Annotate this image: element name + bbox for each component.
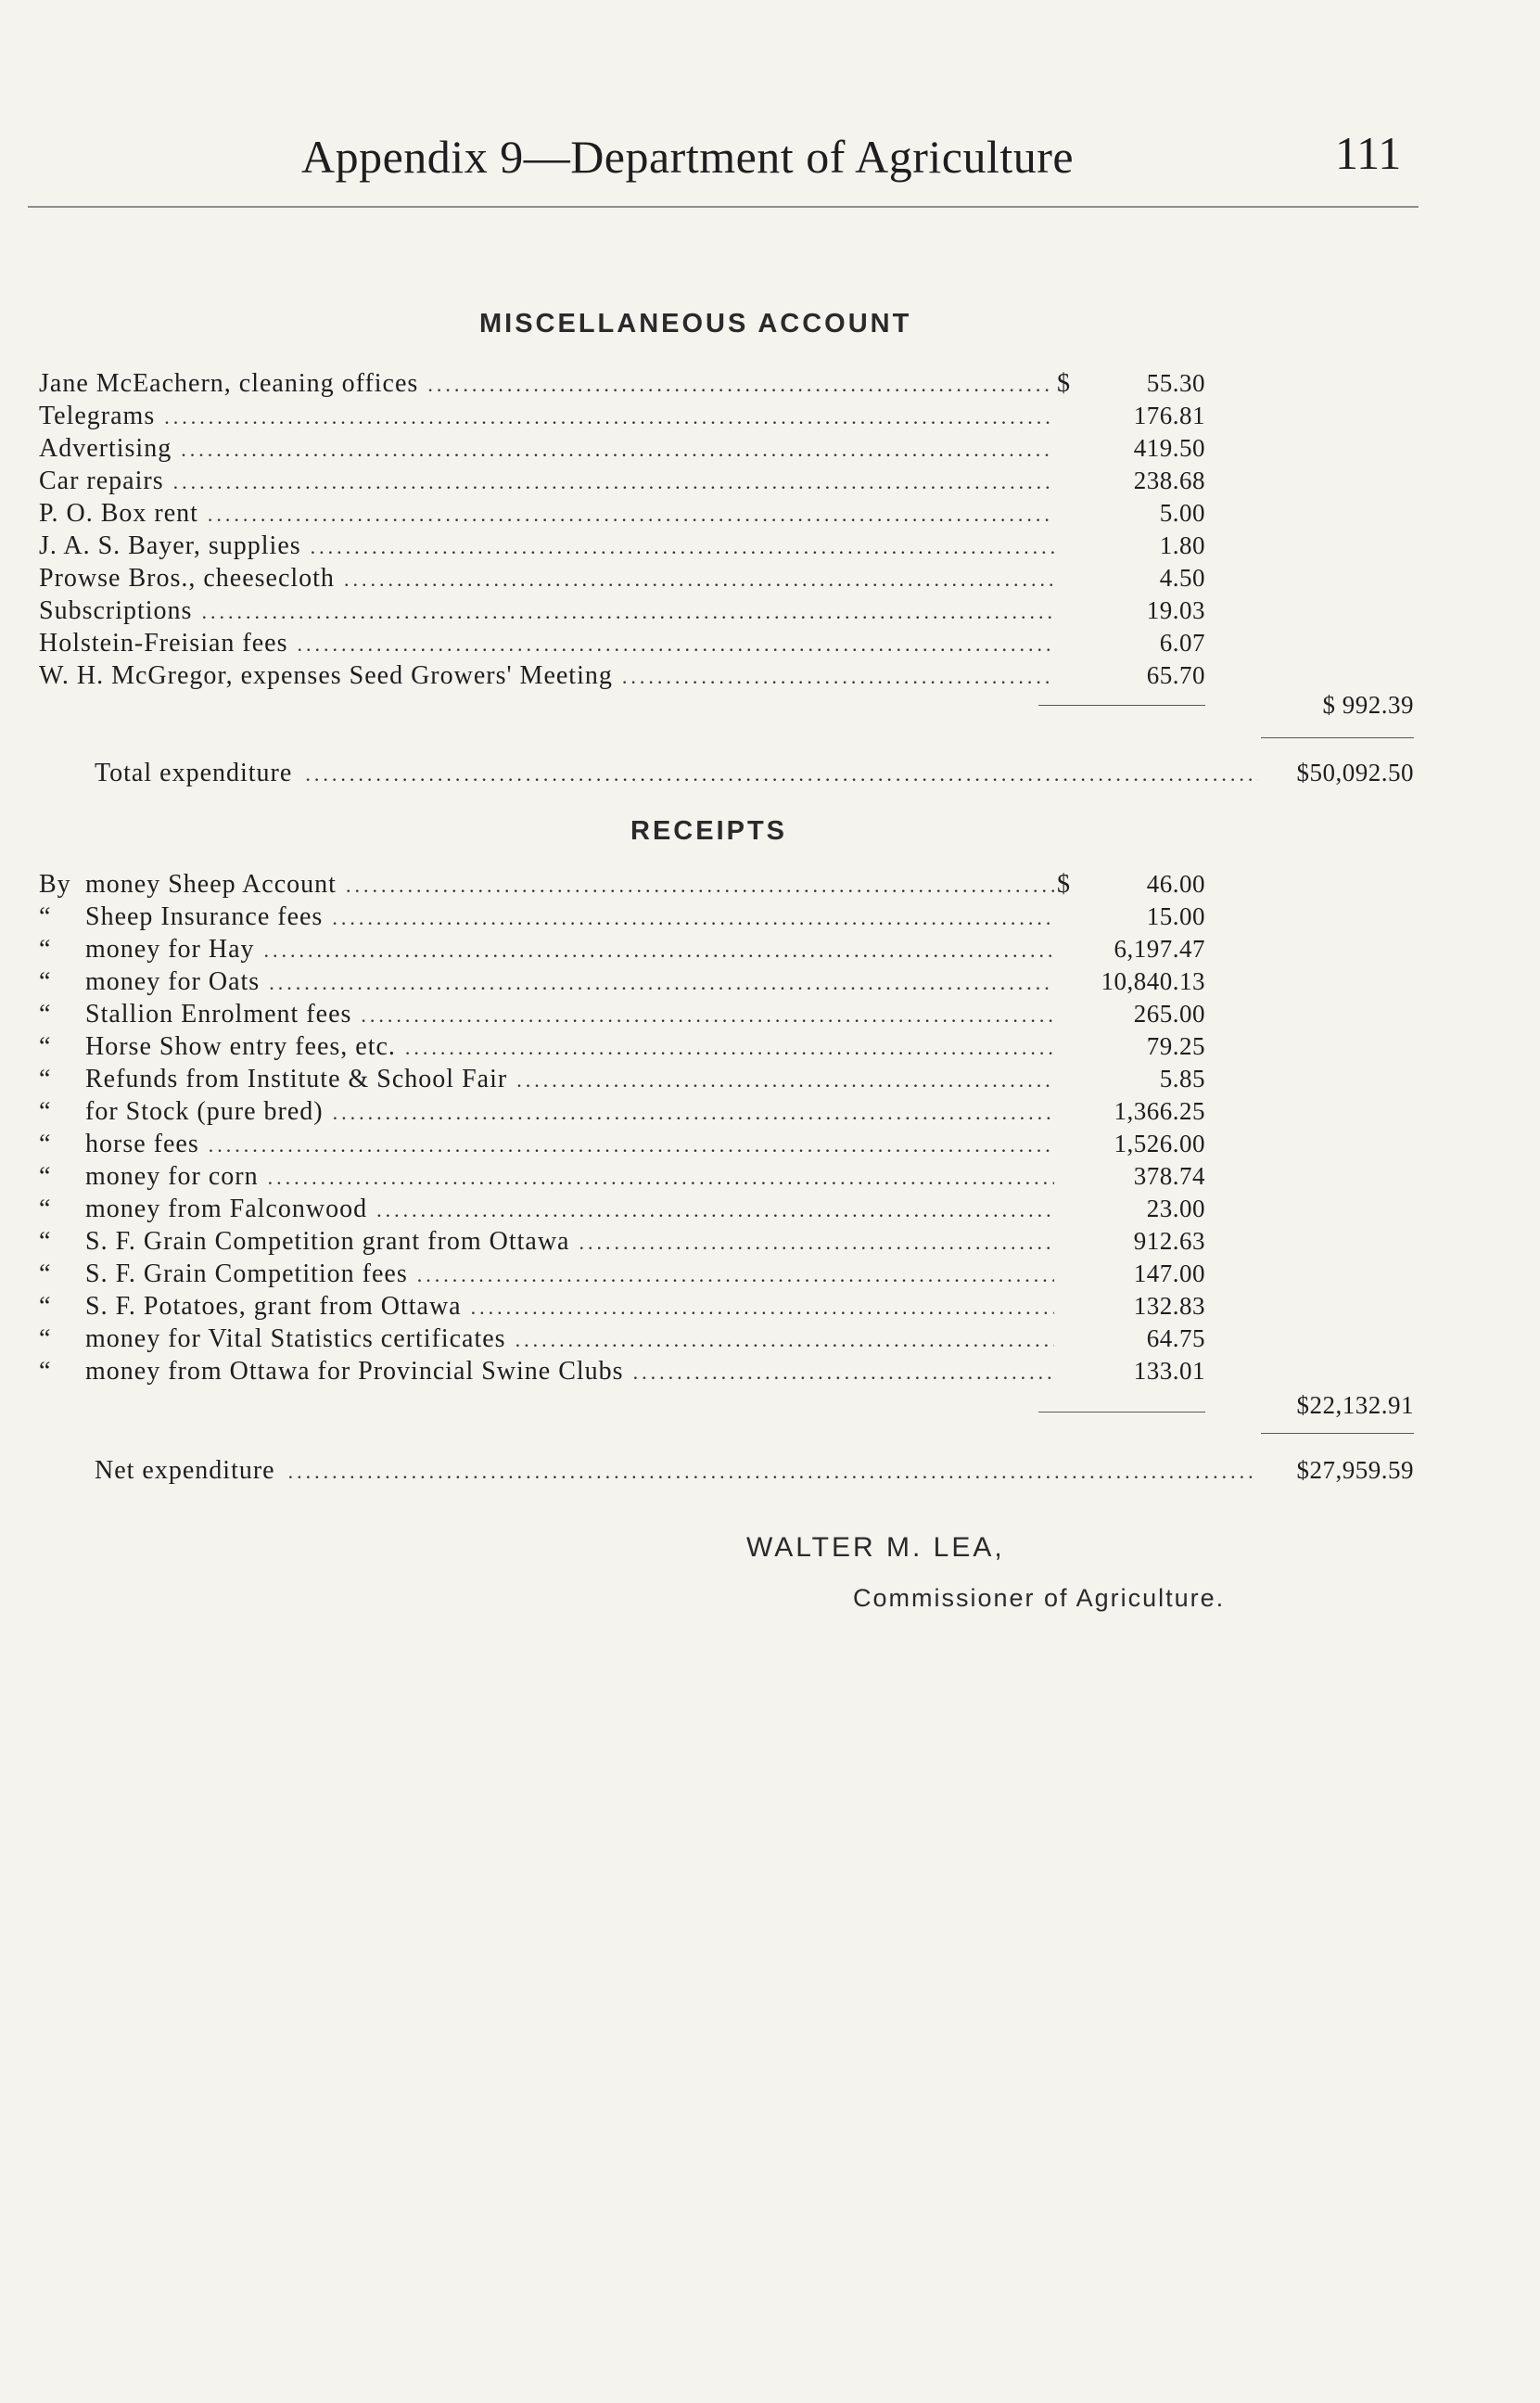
leader-dots: [269, 971, 1054, 995]
receipt-item-label: Stallion Enrolment fees: [85, 1000, 352, 1029]
receipt-item-amount: 1,526.00: [1114, 1130, 1205, 1157]
ditto-mark: “: [39, 1130, 52, 1158]
ditto-mark: “: [39, 1000, 52, 1029]
leader-dots: [344, 568, 1054, 592]
receipt-item: [0, 902, 1483, 936]
receipt-item-label: Sheep Insurance fees: [85, 902, 324, 931]
leader-dots: [268, 1166, 1054, 1190]
misc-item-amount: 238.68: [1133, 467, 1205, 494]
receipt-item: [0, 1130, 1483, 1163]
receipt-item-amount: 912.63: [1133, 1227, 1205, 1255]
receipt-item: [0, 1324, 1483, 1358]
receipt-item: [0, 1357, 1483, 1390]
ditto-mark: “: [39, 967, 52, 996]
leader-dots: [332, 906, 1054, 930]
ditto-mark: “: [39, 902, 52, 931]
leader-dots: [209, 1133, 1054, 1157]
receipt-item-label: S. F. Potatoes, grant from Ottawa: [85, 1292, 462, 1321]
receipt-item-amount: 79.25: [1146, 1032, 1205, 1060]
receipt-item-amount: 378.74: [1133, 1162, 1205, 1190]
leader-dots: [405, 1036, 1054, 1060]
receipt-item-label: money for corn: [85, 1162, 259, 1191]
receipt-item-label: S. F. Grain Competition grant from Ottawa: [85, 1227, 570, 1256]
receipt-item-amount: 132.83: [1133, 1292, 1205, 1320]
leader-dots: [417, 1263, 1054, 1287]
ditto-mark: “: [39, 1065, 52, 1093]
leader-dots: [181, 438, 1054, 462]
leader-dots: [208, 503, 1054, 527]
receipt-prefix: By: [39, 870, 71, 899]
receipt-item: [0, 1292, 1483, 1325]
leader-dots: [305, 762, 1258, 786]
leader-dots: [164, 405, 1054, 429]
receipt-item-label: horse fees: [85, 1130, 199, 1158]
ditto-mark: “: [39, 1097, 52, 1126]
misc-item: [0, 629, 1483, 662]
misc-item-label: W. H. McGregor, expenses Seed Growers' Meeting: [39, 661, 613, 690]
leader-dots: [376, 1198, 1054, 1222]
header-rule: [28, 206, 1419, 208]
receipt-item-amount: 133.01: [1133, 1357, 1205, 1385]
receipt-item: [0, 1000, 1483, 1033]
misc-item-label: Jane McEachern, cleaning offices: [39, 369, 419, 398]
signatory-title: Commissioner of Agriculture.: [853, 1584, 1226, 1612]
dollar-sign: $: [1057, 369, 1070, 398]
leader-dots: [622, 665, 1054, 689]
misc-item: [0, 661, 1483, 695]
receipt-item-amount: 10,840.13: [1101, 967, 1205, 995]
leader-dots: [633, 1361, 1054, 1385]
misc-item: [0, 402, 1483, 435]
leader-dots: [173, 470, 1054, 494]
receipt-item: [0, 1065, 1483, 1098]
misc-item: [0, 596, 1483, 630]
misc-item-label: Subscriptions: [39, 596, 193, 625]
receipt-item: [0, 1097, 1483, 1131]
net-expenditure-label: Net expenditure: [95, 1456, 275, 1485]
receipt-item-label: money for Oats: [85, 967, 261, 996]
receipt-item-amount: 147.00: [1133, 1259, 1205, 1287]
net-rule: [1261, 1433, 1414, 1434]
total-expenditure-row: [0, 759, 1483, 792]
ditto-mark: “: [39, 1162, 52, 1191]
misc-item: [0, 434, 1483, 467]
leader-dots: [471, 1296, 1054, 1320]
receipt-item: [0, 1162, 1483, 1195]
net-expenditure-row: [0, 1456, 1483, 1489]
receipts-heading: RECEIPTS: [630, 816, 788, 846]
ditto-mark: “: [39, 935, 52, 964]
leader-dots: [264, 939, 1054, 963]
net-expenditure-amount: $27,959.59: [1296, 1456, 1414, 1484]
misc-item-amount: 6.07: [1159, 629, 1205, 657]
receipt-item-label: money for Vital Statistics certificates: [85, 1324, 506, 1353]
total-expenditure-label: Total expenditure: [95, 759, 293, 787]
total-rule: [1261, 737, 1414, 738]
misc-item-label: Prowse Bros., cheesecloth: [39, 564, 335, 593]
misc-item-label: J. A. S. Bayer, supplies: [39, 531, 301, 560]
receipt-item: [0, 1032, 1483, 1066]
misc-item-label: Telegrams: [39, 402, 156, 430]
receipts-subtotal: $22,132.91: [1296, 1391, 1414, 1419]
misc-item-amount: 19.03: [1146, 596, 1205, 624]
receipt-item-amount: 15.00: [1146, 902, 1205, 930]
receipt-item-label: money from Falconwood: [85, 1195, 368, 1223]
receipt-item: [0, 1259, 1483, 1293]
misc-item-label: P. O. Box rent: [39, 499, 198, 528]
ditto-mark: “: [39, 1032, 52, 1061]
leader-dots: [427, 373, 1054, 397]
receipt-item-amount: 23.00: [1146, 1195, 1205, 1222]
misc-item-label: Car repairs: [39, 467, 164, 495]
receipt-item: [0, 967, 1483, 1001]
ditto-mark: “: [39, 1292, 52, 1321]
leader-dots: [333, 1101, 1054, 1125]
receipt-item-amount: 64.75: [1146, 1324, 1205, 1352]
misc-item-amount: 5.00: [1159, 499, 1205, 527]
misc-account-heading: MISCELLANEOUS ACCOUNT: [479, 309, 912, 339]
ditto-mark: “: [39, 1324, 52, 1353]
ditto-mark: “: [39, 1195, 52, 1223]
misc-subtotal: $ 992.39: [1322, 691, 1414, 719]
receipt-item-amount: 5.85: [1159, 1065, 1205, 1093]
ditto-mark: “: [39, 1259, 52, 1288]
signatory-name: WALTER M. LEA,: [746, 1532, 1005, 1563]
page-header-title: Appendix 9—Department of Agriculture: [301, 131, 1075, 183]
receipt-item-amount: 6,197.47: [1114, 935, 1205, 963]
misc-item: [0, 369, 1483, 403]
receipt-item-amount: 46.00: [1146, 870, 1205, 898]
receipt-item: [0, 1195, 1483, 1228]
misc-item: [0, 531, 1483, 565]
receipt-item-label: money from Ottawa for Provincial Swine Clubs: [85, 1357, 624, 1386]
misc-item-amount: 1.80: [1159, 531, 1205, 559]
misc-item-label: Advertising: [39, 434, 172, 463]
receipt-item-amount: 265.00: [1133, 1000, 1205, 1028]
misc-subtotal-row: [0, 691, 1483, 724]
misc-item: [0, 564, 1483, 597]
receipt-item-label: money for Hay: [85, 935, 255, 964]
dollar-sign: $: [1057, 870, 1070, 899]
receipt-item-label: S. F. Grain Competition fees: [85, 1259, 408, 1288]
receipt-item-label: for Stock (pure bred): [85, 1097, 324, 1126]
leader-dots: [201, 600, 1054, 624]
misc-item-amount: 65.70: [1146, 661, 1205, 689]
misc-item-amount: 176.81: [1133, 402, 1205, 429]
leader-dots: [515, 1328, 1054, 1352]
ditto-mark: “: [39, 1357, 52, 1386]
page-number: 111: [1335, 127, 1402, 179]
receipt-item: [0, 935, 1483, 968]
receipt-item-label: Horse Show entry fees, etc.: [85, 1032, 396, 1061]
leader-dots: [516, 1068, 1054, 1093]
misc-item: [0, 499, 1483, 532]
misc-item-amount: 419.50: [1133, 434, 1205, 462]
ditto-mark: “: [39, 1227, 52, 1256]
leader-dots: [288, 1460, 1258, 1484]
leader-dots: [361, 1003, 1054, 1028]
leader-dots: [298, 633, 1055, 657]
receipt-item: [0, 870, 1483, 903]
misc-item-amount: 4.50: [1159, 564, 1205, 592]
receipt-item-label: Refunds from Institute & School Fair: [85, 1065, 508, 1093]
leader-dots: [346, 874, 1054, 898]
receipt-item: [0, 1227, 1483, 1260]
receipt-item-label: money Sheep Account: [85, 870, 337, 899]
misc-item: [0, 467, 1483, 500]
receipts-subtotal-row: [0, 1391, 1483, 1425]
total-expenditure-amount: $50,092.50: [1296, 759, 1414, 786]
leader-dots: [579, 1231, 1054, 1255]
receipt-item-amount: 1,366.25: [1114, 1097, 1205, 1125]
misc-item-label: Holstein-Freisian fees: [39, 629, 288, 658]
misc-item-amount: 55.30: [1146, 369, 1205, 397]
leader-dots: [311, 535, 1054, 559]
